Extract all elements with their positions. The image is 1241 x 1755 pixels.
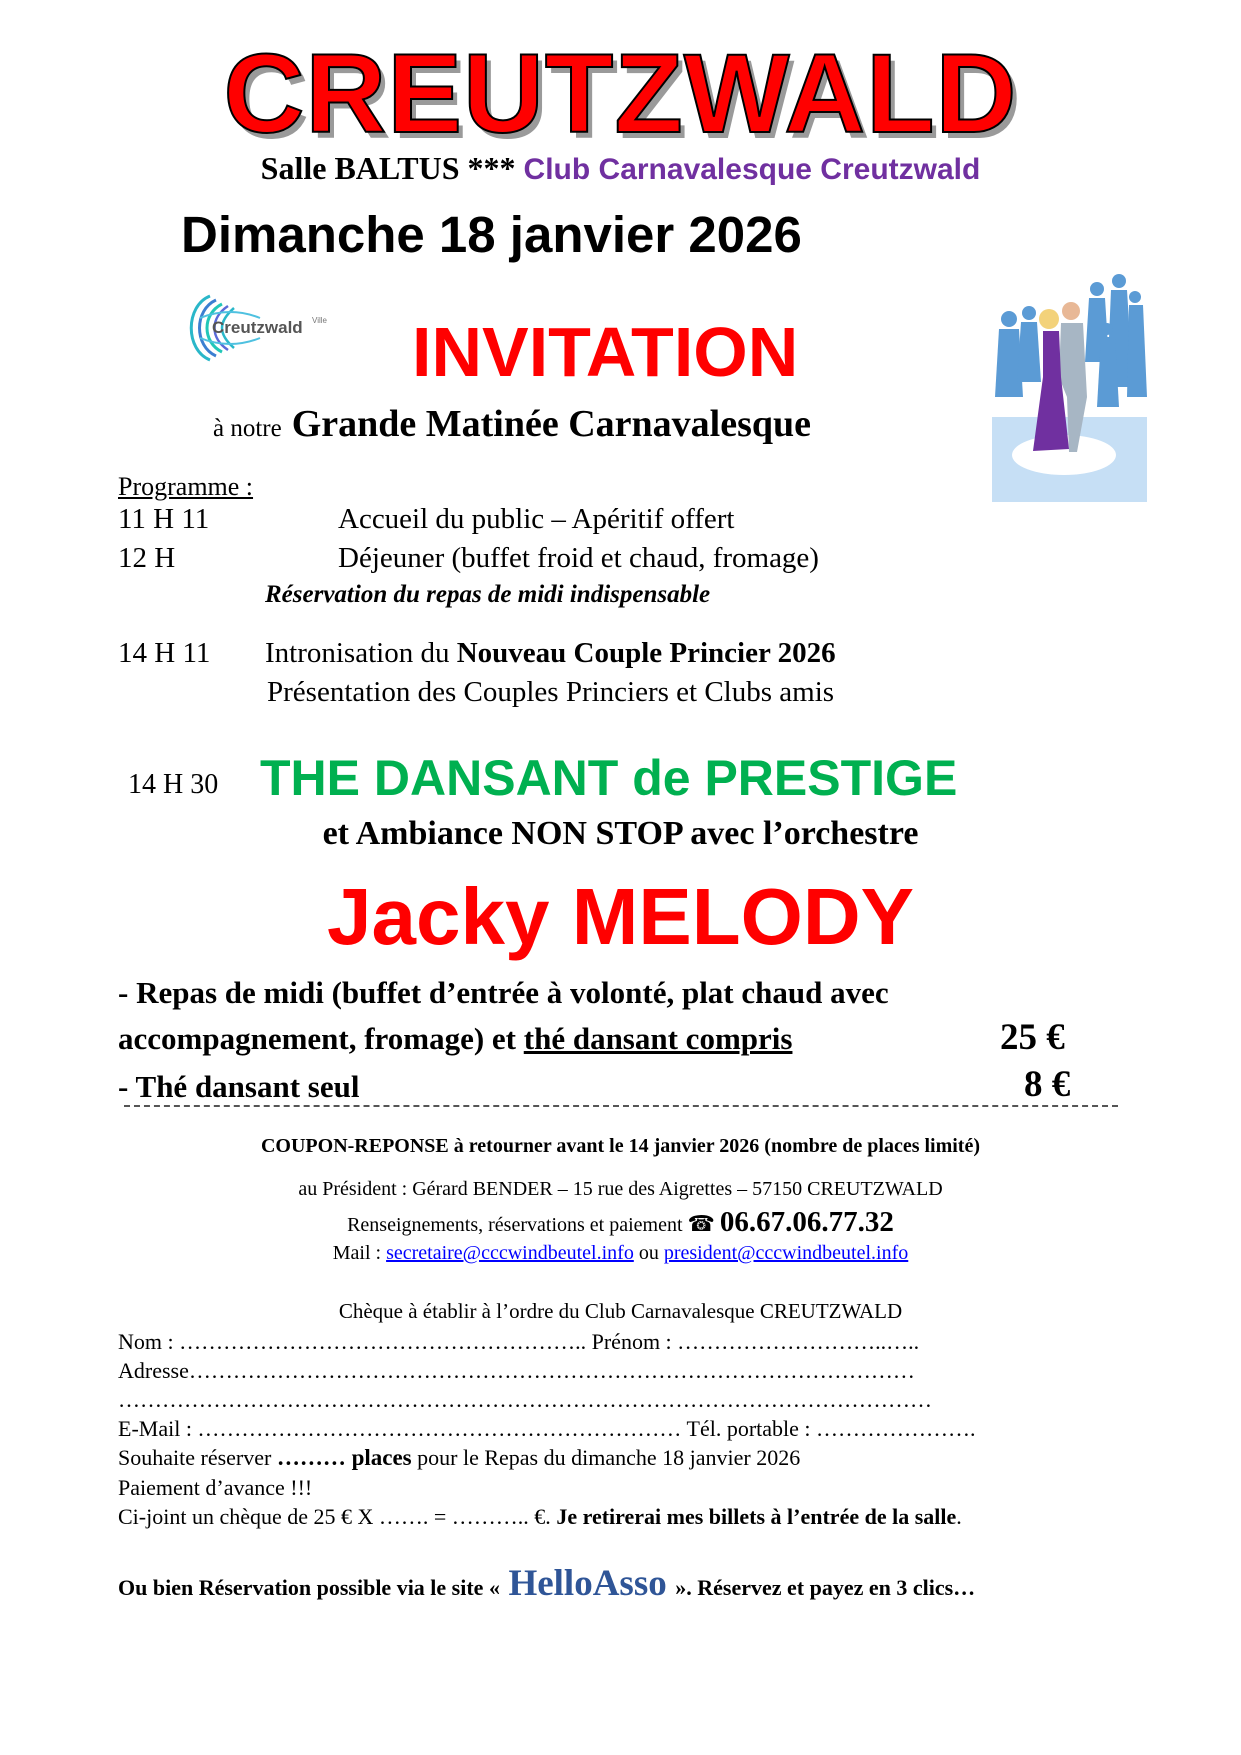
phone-icon: ☎ [687, 1211, 715, 1236]
coupon-address: au Président : Gérard BENDER – 15 rue des Aigrettes – 57150 CREUTZWALD [298, 1178, 943, 1200]
form-adresse: Adresse……………………………………………………………………………………… [118, 1358, 915, 1383]
coupon-heading-bold: COUPON-REPONSE [260, 1135, 449, 1157]
coupon-info [0, 1206, 1241, 1239]
cheque-prefix: Ci-joint un chèque de 25 € X ……. = ……….. €. [118, 1504, 551, 1529]
dancing-couple-icon [989, 267, 1149, 502]
programme-time: 14 H 11 [118, 637, 211, 669]
mail-prefix: Mail : [332, 1242, 382, 1264]
club-name: Club Carnavalesque Creutzwald [523, 153, 981, 186]
coupon-heading-rest: à retourner avant le 14 janvier 2026 (nombre de places limité) [453, 1135, 981, 1157]
intronisation-prefix: Intronisation du [265, 637, 450, 669]
price-line-1: - Repas de midi (buffet d’entrée à volonté, plat chaud avec [118, 975, 889, 1010]
invitation-heading: INVITATION [412, 313, 799, 391]
programme-time: 12 H [118, 542, 176, 574]
price-line-3: - Thé dansant seul [118, 1069, 360, 1104]
helloasso-brand[interactable]: HelloAsso [508, 1563, 667, 1604]
form-paiement: Paiement d’avance !!! [118, 1475, 313, 1500]
creutzwald-logo [180, 288, 340, 368]
coupon-mail [0, 1242, 1241, 1265]
dansant-time: 14 H 30 [128, 769, 219, 800]
invite-prefix: à notre [213, 415, 282, 442]
intronisation-line [265, 637, 836, 670]
info-prefix: Renseignements, réservations et paiement [347, 1214, 683, 1236]
form-email: E-Mail : ………………………………………………………… Tél. portable : …………………. [118, 1416, 976, 1441]
logo-text: Creutzwald [212, 318, 303, 337]
event-name: Grande Matinée Carnavalesque [291, 403, 812, 445]
price-full: 25 € [1000, 1017, 1065, 1058]
logo-suffix: Ville [312, 316, 327, 325]
price-line-2-prefix: accompagnement, fromage) et [118, 1021, 516, 1056]
mail-link-secretaire[interactable]: secretaire@cccwindbeutel.info [386, 1242, 634, 1264]
reservation-note: Réservation du repas de midi indispensable [265, 581, 711, 608]
event-date: Dimanche 18 janvier 2026 [181, 206, 802, 263]
coupon-heading [0, 1135, 1241, 1158]
cheque-end: . [956, 1504, 962, 1529]
helloasso-suffix: ». Réservez et payez en 3 clics… [675, 1575, 976, 1600]
cheque-order: Chèque à établir à l’ordre du Club Carnavalesque CREUTZWALD [338, 1299, 903, 1323]
ambiance-line: et Ambiance NON STOP avec l’orchestre [322, 815, 919, 852]
form-adresse-2: ………………………………………………………………………………………………… [118, 1387, 932, 1412]
mail-link-president[interactable]: president@cccwindbeutel.info [663, 1242, 909, 1264]
phone-number: 06.67.06.77.32 [719, 1206, 894, 1238]
presentation-line: Présentation des Couples Princiers et Clubs amis [267, 676, 835, 708]
helloasso-line [118, 1562, 975, 1605]
price-line-2-underlined: thé dansant compris [523, 1021, 793, 1056]
poster-title: CREUTZWALD [223, 31, 1018, 156]
dancers-clipart [989, 267, 1149, 502]
reserve-prefix: Souhaite réserver [118, 1445, 272, 1470]
price-dansant: 8 € [1024, 1064, 1071, 1105]
cut-line [124, 1105, 1118, 1107]
form-cheque [118, 1504, 962, 1530]
programme-heading: Programme : [118, 472, 254, 501]
venue-line [0, 150, 1241, 187]
venue: Salle BALTUS *** [260, 150, 516, 186]
price-line-2 [118, 1021, 792, 1057]
form-reserve [118, 1445, 800, 1471]
intronisation-bold: Nouveau Couple Princier 2026 [456, 637, 836, 669]
dansant-title: THE DANSANT de PRESTIGE [260, 750, 958, 806]
programme-text: Déjeuner (buffet froid et chaud, fromage) [338, 542, 819, 574]
programme-text: Accueil du public – Apéritif offert [338, 503, 735, 535]
orchestra-name: Jacky MELODY [327, 872, 914, 961]
form-nom: Nom : ……………………………………………….. Prénom : ………………………..….. [118, 1329, 920, 1354]
mail-or: ou [638, 1242, 659, 1264]
cheque-bold: Je retirerai mes billets à l’entrée de la salle [556, 1504, 957, 1529]
reserve-places: ……… places [276, 1445, 412, 1470]
programme-time: 11 H 11 [118, 503, 210, 535]
invite-line [213, 402, 811, 446]
helloasso-prefix: Ou bien Réservation possible via le site « [118, 1575, 500, 1600]
reserve-suffix: pour le Repas du dimanche 18 janvier 2026 [417, 1445, 801, 1470]
